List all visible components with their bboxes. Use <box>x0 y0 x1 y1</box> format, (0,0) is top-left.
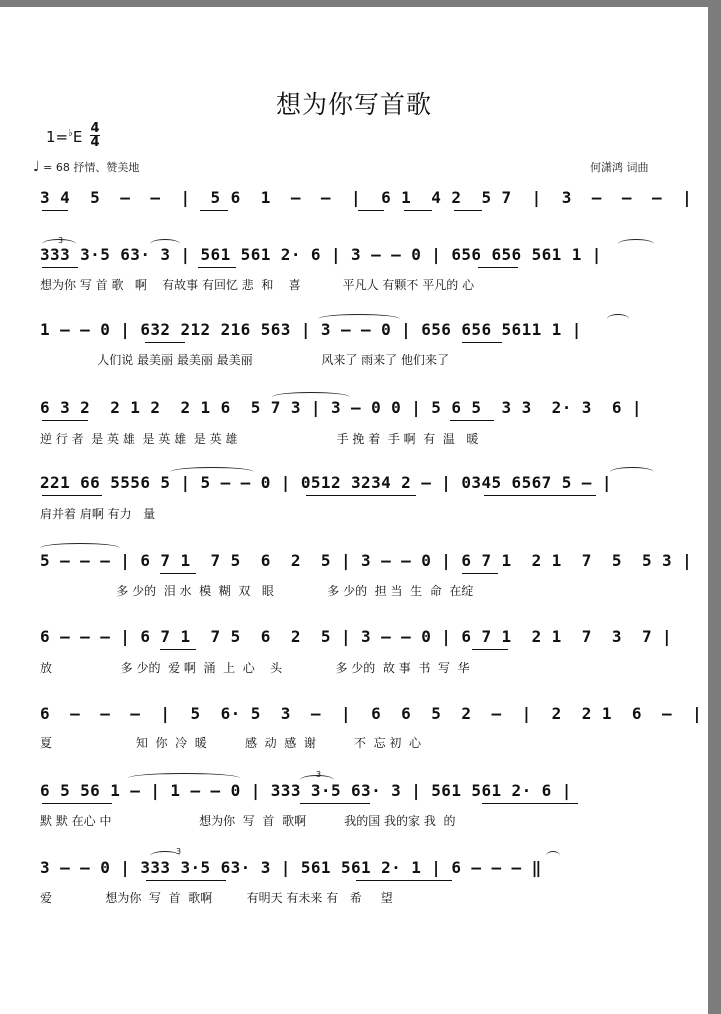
beam-underline <box>482 803 578 804</box>
key-prefix: 1= <box>46 128 69 146</box>
slur-mark <box>318 314 400 324</box>
notation-line-4: 6 3 2 2 1 2 2 1 6 5 7 3 | 3 – 0 0 | 5 6 5 3 3 2· 3 6 | <box>40 398 642 417</box>
beam-underline <box>160 573 196 574</box>
slur-mark <box>272 392 350 402</box>
beam-underline <box>42 495 102 496</box>
slur-mark <box>618 239 654 249</box>
time-signature-bottom: 4 <box>90 135 100 150</box>
beam-underline <box>462 342 502 343</box>
slur-mark <box>40 543 120 553</box>
lyric-line-3: 人们说 最美丽 最美丽 最美丽 风来了 雨来了 他们来了 <box>40 353 449 367</box>
tempo-marking <box>33 159 139 175</box>
beam-underline <box>462 573 498 574</box>
slur-mark <box>546 851 560 861</box>
beam-underline <box>145 342 185 343</box>
tempo-style: 抒情、赞美地 <box>73 161 140 174</box>
triplet-mark: 3 <box>58 236 64 245</box>
slur-mark <box>610 467 654 477</box>
beam-underline <box>450 420 494 421</box>
notation-line-9: 6 5 56 1 – | 1 – – 0 | 333 3·5 63· 3 | 561 561 2· 6 | <box>40 781 572 800</box>
beam-underline <box>42 267 78 268</box>
beam-underline <box>404 210 432 211</box>
slur-mark <box>170 467 254 477</box>
key-note: E <box>72 128 83 146</box>
beam-underline <box>42 803 112 804</box>
composer-credit: 何潇鸿 词曲 <box>590 161 649 174</box>
beam-underline <box>358 210 384 211</box>
beam-underline <box>146 880 226 881</box>
beam-underline <box>42 210 68 211</box>
notation-line-6: 5 – – – | 6 7 1 7 5 6 2 5 | 3 – – 0 | 6 7 1 2 1 7 5 5 3 | <box>40 551 693 570</box>
beam-underline <box>484 495 596 496</box>
beam-underline <box>198 267 236 268</box>
tempo-value: = 68 <box>43 161 70 174</box>
notation-line-10: 3 – – 0 | 333 3·5 63· 3 | 561 561 2· 1 | 6 – – – ‖ <box>40 858 542 877</box>
triplet-mark: 3 <box>316 770 322 779</box>
time-signature-top: 4 <box>90 121 100 136</box>
notation-line-8: 6 – – – | 5 6· 5 3 – | 6 6 5 2 – | 2 2 1 6 – | <box>40 704 703 723</box>
time-signature <box>90 122 100 149</box>
beam-underline <box>42 420 88 421</box>
triplet-mark: 3 <box>176 847 182 856</box>
beam-underline <box>200 210 228 211</box>
slur-mark <box>150 239 180 249</box>
lyric-line-10: 爱 想为你 写 首 歌啊 有明天 有未来 有 希 望 <box>40 891 393 905</box>
beam-underline <box>300 803 370 804</box>
beam-underline <box>306 495 416 496</box>
notation-line-7: 6 – – – | 6 7 1 7 5 6 2 5 | 3 – – 0 | 6 7 1 2 1 7 3 7 | <box>40 627 673 646</box>
lyric-line-5: 肩并着 肩啊 有力 量 <box>40 507 156 521</box>
lyric-line-4: 逆 行 者 是 英 雄 是 英 雄 是 英 雄 手 挽 着 手 啊 有 温 暖 <box>40 432 479 446</box>
notation-line-3: 1 – – 0 | 632 212 216 563 | 3 – – 0 | 656 656 5611 1 | <box>40 320 582 339</box>
flat-sign: ♭ <box>68 128 73 139</box>
beam-underline <box>478 267 518 268</box>
beam-underline <box>454 210 482 211</box>
key-signature <box>46 128 82 146</box>
beam-underline <box>472 649 508 650</box>
score-page <box>0 7 708 1014</box>
slur-mark <box>607 314 629 324</box>
notation-line-2: 333 3·5 63· 3 | 561 561 2· 6 | 3 – – 0 | 656 656 561 1 | <box>40 245 602 264</box>
lyric-line-9: 默 默 在心 中 想为你 写 首 歌啊 我的国 我的家 我 的 <box>40 814 456 828</box>
beam-underline <box>160 649 196 650</box>
song-title: 想为你写首歌 <box>275 90 432 119</box>
lyric-line-6: 多 少的 泪 水 模 糊 双 眼 多 少的 担 当 生 命 在绽 <box>40 584 474 598</box>
notation-line-1: 3 4 5 – – | 5 6 1 – – | 6 1 4 2 5 7 | 3 – – – | <box>40 188 693 207</box>
notation-line-5: 221 66 5556 5 | 5 – – 0 | 0512 3234 2 – | 0345 6567 5 – | <box>40 473 612 492</box>
quarter-note-icon: ♩ <box>33 159 40 175</box>
beam-underline <box>356 880 452 881</box>
lyric-line-2: 想为你 写 首 歌 啊 有故事 有回忆 悲 和 喜 平凡人 有颗不 平凡的 心 <box>40 278 475 292</box>
lyric-line-7: 放 多 少的 爱 啊 涌 上 心 头 多 少的 故 事 书 写 华 <box>40 661 470 675</box>
slur-mark <box>128 773 240 783</box>
lyric-line-8: 夏 知 你 冷 暖 感 动 感 谢 不 忘 初 心 <box>40 736 422 750</box>
